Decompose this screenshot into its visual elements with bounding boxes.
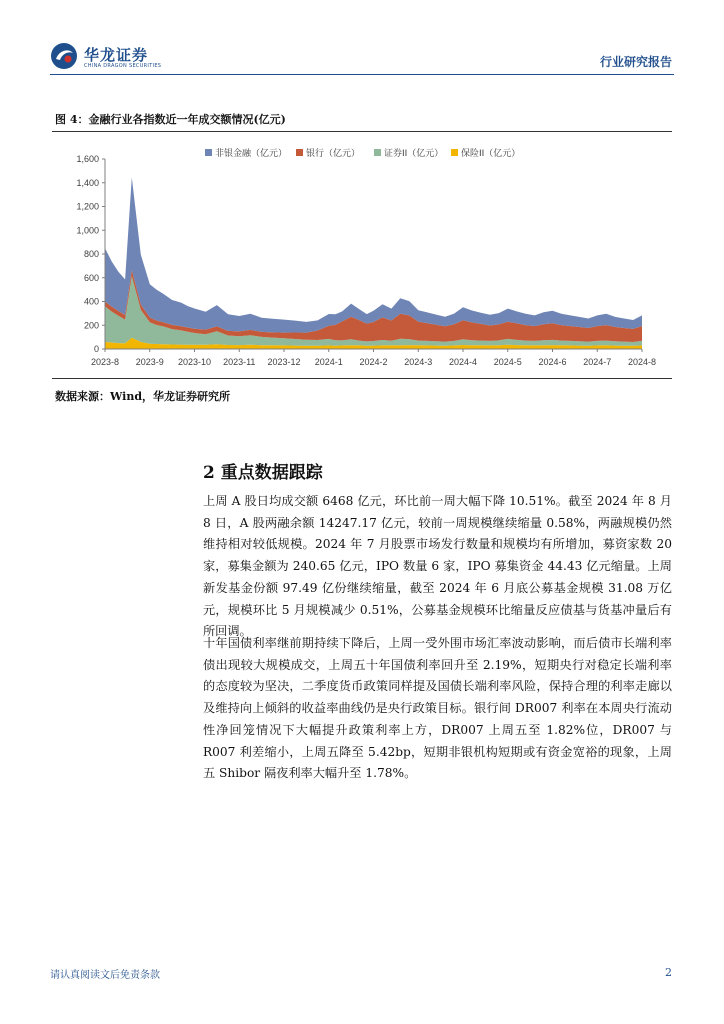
x-tick-label: 2024-6 xyxy=(538,357,567,367)
dragon-logo-icon xyxy=(50,42,78,70)
y-tick-label: 0 xyxy=(93,344,99,354)
x-tick-label: 2023-11 xyxy=(223,357,256,367)
y-tick-label: 1,200 xyxy=(76,201,99,212)
legend-label: 银行（亿元） xyxy=(306,149,361,159)
x-tick-label: 2024-2 xyxy=(359,357,388,367)
figure-top-rule xyxy=(52,131,672,132)
legend-swatch xyxy=(451,149,458,156)
x-tick-label: 2024-8 xyxy=(627,357,657,367)
area-series-3 xyxy=(105,177,642,332)
brand-name-cn: 华龙证券 xyxy=(84,46,149,64)
paragraph-bond-rates: 十年国债利率继前期持续下降后，上周一受外围市场汇率波动影响，而后债市长端利率债出现较大规模成交，上周五十年国债利率回升至 2.19%，短期央行对稳定长端利率的态度较为坚决，二季度货币政策同样提及国债长端利率风险，保持合理的利率走廊以及维持向上倾斜的收益率曲线仍是央行政策目标。银行间 DR007 利率在本周央行流动性净回笼情况下大幅提升政策利率上方，DR007 上周五至 1.82%位，DR007 与 R007 利差缩小，上周五降至 5.42bp，短期非银机构短期或有资金宽裕的现象，上周五 Shibor 隔夜利率大幅升至 1.78%。 xyxy=(203,636,672,781)
brand-name-en: CHINA DRAGON SECURITIES xyxy=(84,63,162,69)
header-divider xyxy=(50,74,674,75)
legend-swatch xyxy=(374,149,381,156)
section-title: 2 重点数据跟踪 xyxy=(203,463,323,483)
page-header xyxy=(0,0,724,80)
page-number: 2 xyxy=(665,966,672,979)
x-tick-label: 2023-10 xyxy=(177,357,212,367)
paragraph-market-turnover: 上周 A 股日均成交额 6468 亿元，环比前一周大幅下降 10.51%。截至 2024 年 8 月 8 日，A 股两融余额 14247.17 亿元，较前一周规模继续缩量 0.58%，两融规模仍然维持相对较低规模。2024 年 7 月股票市场发行数量和规模均有所增加，募资家数 20 家，募集金额为 240.65 亿元，IPO 数量 6 家，IPO 募集资金 44.43 亿元缩量。上周新发基金份额 97.49 亿份继续缩量，截至 2024 年 6 月底公募基金规模 31.08 万亿元，规模环比 5 月规模减少 0.51%，公募基金规模环比缩量反应债基与货基冲量后有所回调。 xyxy=(203,494,672,639)
figure-title: 图 4：金融行业各指数近一年成交额情况(亿元) xyxy=(55,113,286,126)
legend-label: 保险II（亿元） xyxy=(461,149,521,159)
x-tick-label: 2024-1 xyxy=(314,357,343,367)
y-tick-label: 400 xyxy=(83,296,99,307)
footer-disclaimer: 请认真阅读文后免责条款 xyxy=(50,970,160,981)
x-tick-label: 2023-8 xyxy=(90,357,120,367)
y-tick-label: 200 xyxy=(83,320,99,331)
x-tick-label: 2024-4 xyxy=(448,357,478,367)
y-tick-label: 600 xyxy=(83,272,99,283)
y-tick-label: 1,600 xyxy=(76,154,99,164)
legend-label: 非银金融（亿元） xyxy=(215,149,288,159)
report-type-label: 行业研究报告 xyxy=(599,55,672,69)
figure-bottom-rule xyxy=(52,378,672,379)
turnover-area-chart xyxy=(52,137,672,375)
x-tick-label: 2024-7 xyxy=(583,357,612,367)
figure-source: 数据来源：Wind，华龙证券研究所 xyxy=(55,390,231,403)
y-tick-label: 1,000 xyxy=(76,225,99,236)
x-tick-label: 2024-5 xyxy=(493,357,522,367)
y-tick-label: 800 xyxy=(83,249,99,259)
chart-legend xyxy=(205,147,520,159)
x-tick-label: 2023-9 xyxy=(135,357,164,367)
chart-areas xyxy=(105,177,642,349)
legend-label: 证券II（亿元） xyxy=(384,149,444,159)
x-tick-label: 2023-12 xyxy=(267,357,301,367)
legend-swatch xyxy=(296,149,303,156)
x-tick-label: 2024-3 xyxy=(404,357,433,367)
legend-swatch xyxy=(205,149,212,156)
y-tick-label: 1,400 xyxy=(76,177,99,188)
